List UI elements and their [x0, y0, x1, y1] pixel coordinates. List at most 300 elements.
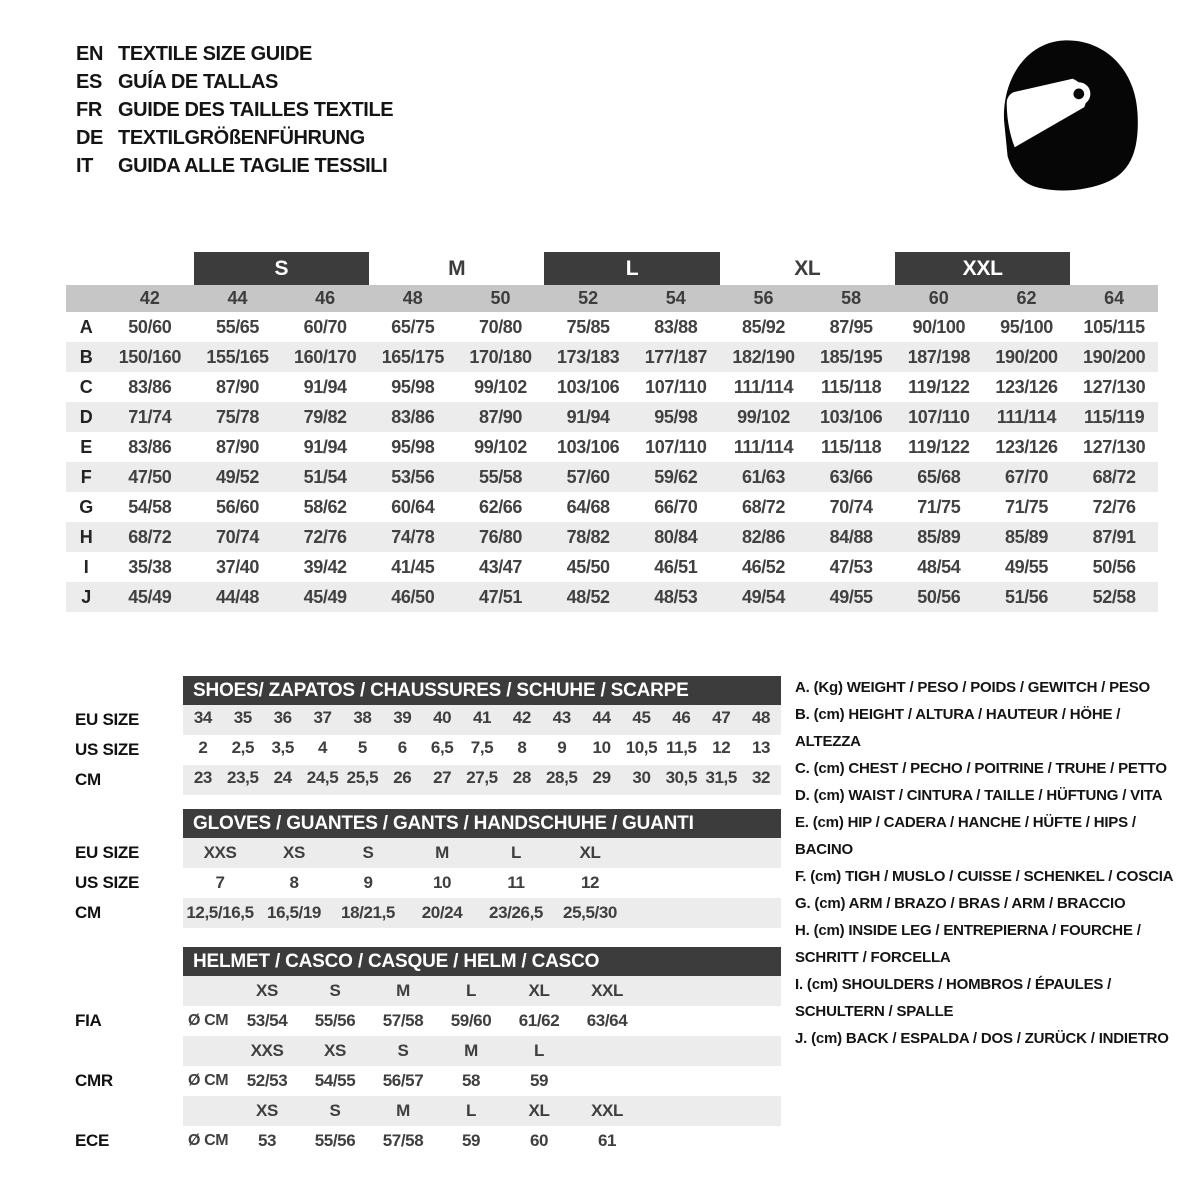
cell-h-56: 82/86 — [741, 526, 786, 547]
cell-f-52: 57/60 — [566, 466, 610, 487]
helmet-size-header-row — [66, 976, 782, 1006]
value-cell: 4 — [317, 737, 328, 757]
cell-f-60: 65/68 — [917, 466, 961, 487]
row-label-eu-size: EU SIZE — [75, 710, 140, 729]
cell-g-46: 58/62 — [303, 496, 347, 517]
shoes-row — [66, 765, 782, 795]
size-col-56: 56 — [753, 288, 774, 308]
cell-c-64: 127/130 — [1083, 376, 1146, 397]
value-cell: 41 — [472, 707, 492, 727]
spacer — [66, 947, 183, 976]
gloves-band — [183, 868, 781, 898]
helmet-size-col: M — [396, 981, 410, 1000]
cell-e-64: 127/130 — [1083, 436, 1146, 457]
size-col-42: 42 — [139, 288, 160, 308]
cell-a-50: 70/80 — [478, 316, 523, 337]
cell-j-42: 45/49 — [128, 586, 172, 607]
cell-d-48: 83/86 — [391, 406, 435, 427]
cell-g-44: 56/60 — [215, 496, 260, 517]
value-cell: 57/58 — [382, 1011, 424, 1030]
size-col-62: 62 — [1016, 288, 1037, 308]
helmet-value-band — [183, 1006, 781, 1036]
cell-d-62: 111/114 — [996, 406, 1057, 427]
value-cell: 11 — [507, 873, 525, 892]
value-cell: 39 — [393, 707, 412, 727]
diameter-unit-label: Ø CM — [188, 1012, 229, 1029]
value-cell: M — [435, 843, 449, 862]
language-title: GUIDA ALLE TAGLIE TESSILI — [118, 154, 388, 177]
cell-b-64: 190/200 — [1083, 346, 1146, 367]
value-cell: 44 — [592, 707, 611, 727]
cell-i-58: 47/53 — [829, 556, 873, 577]
cell-i-44: 37/40 — [215, 556, 260, 577]
value-cell: 38 — [353, 707, 372, 727]
value-cell: 61 — [597, 1131, 617, 1150]
cell-a-42: 50/60 — [128, 316, 172, 337]
helmet-size-col: XXS — [250, 1041, 284, 1060]
size-col-52: 52 — [578, 288, 599, 308]
cell-h-42: 68/72 — [128, 526, 172, 547]
language-title: TEXTILGRÖßENFÜHRUNG — [118, 126, 365, 149]
value-cell: 9 — [557, 737, 567, 757]
cell-h-50: 76/80 — [478, 526, 523, 547]
value-cell: 32 — [752, 767, 771, 787]
value-cell: 59 — [529, 1071, 549, 1090]
cell-b-62: 190/200 — [995, 346, 1058, 367]
value-cell: 48 — [752, 707, 771, 727]
value-cell: S — [362, 843, 374, 862]
gloves-row — [66, 898, 782, 928]
value-cell: 27,5 — [466, 767, 498, 787]
cell-a-48: 65/75 — [391, 316, 435, 337]
numeric-size-row — [66, 285, 1158, 312]
gloves-title-row — [66, 809, 782, 838]
helmet-size-header-band — [183, 1096, 781, 1126]
cell-c-58: 115/118 — [821, 376, 882, 397]
value-cell: 28,5 — [545, 767, 578, 787]
size-group-m: M — [448, 256, 466, 280]
cell-a-58: 87/95 — [829, 316, 873, 337]
cell-j-50: 47/51 — [478, 586, 523, 607]
helmet-standard-row-cmr — [66, 1066, 782, 1096]
helmet-size-col: XXL — [591, 981, 623, 1000]
value-cell: 27 — [433, 767, 452, 787]
cell-j-60: 50/56 — [917, 586, 961, 607]
standard-label-ece: ECE — [75, 1131, 110, 1150]
cell-g-64: 72/76 — [1092, 496, 1136, 517]
value-cell: 23 — [193, 767, 212, 787]
value-cell: 25,5/30 — [563, 903, 617, 922]
cell-e-48: 95/98 — [391, 436, 435, 457]
helmet-title-bar: HELMET / CASCO / CASQUE / HELM / CASCO — [183, 947, 781, 976]
legend-item: J. (cm) BACK / ESPALDA / DOS / ZURÜCK / INDIETRO — [795, 1030, 1169, 1047]
cell-h-48: 74/78 — [391, 526, 435, 547]
shoes-row — [66, 705, 782, 735]
value-cell: 18/21,5 — [341, 903, 395, 922]
cell-a-62: 95/100 — [1000, 316, 1053, 337]
value-cell: 26 — [393, 767, 412, 787]
cell-d-60: 107/110 — [908, 406, 970, 427]
value-cell: 36 — [273, 707, 292, 727]
helmet-size-header-band — [183, 1036, 781, 1066]
cell-e-44: 87/90 — [215, 436, 260, 457]
size-col-64: 64 — [1104, 288, 1125, 308]
helmet-size-col: XS — [256, 1101, 278, 1120]
value-cell: 54/55 — [314, 1071, 356, 1090]
cell-f-62: 67/70 — [1004, 466, 1049, 487]
cell-j-44: 44/48 — [215, 586, 260, 607]
language-code: FR — [76, 98, 102, 121]
helmet-value-band — [183, 1126, 781, 1156]
cell-i-56: 46/52 — [741, 556, 786, 577]
cell-j-62: 51/56 — [1004, 586, 1049, 607]
cell-a-56: 85/92 — [741, 316, 786, 337]
cell-a-64: 105/115 — [1083, 316, 1145, 337]
size-group-header-row — [66, 252, 1158, 285]
cell-d-46: 79/82 — [303, 406, 347, 427]
size-col-54: 54 — [665, 288, 686, 308]
value-cell: 11,5 — [666, 737, 697, 757]
value-cell: 10 — [432, 873, 452, 892]
cell-b-50: 170/180 — [469, 346, 532, 367]
row-label-us-size: US SIZE — [75, 873, 140, 892]
cell-b-42: 150/160 — [118, 346, 181, 367]
value-cell: XXS — [203, 843, 237, 862]
measurement-legend — [795, 674, 1187, 1052]
measurement-row-j — [66, 582, 1158, 612]
value-cell: 5 — [357, 737, 367, 757]
value-cell: 6 — [397, 737, 407, 757]
cell-d-42: 71/74 — [128, 406, 172, 427]
cell-i-64: 50/56 — [1092, 556, 1136, 577]
cell-h-52: 78/82 — [566, 526, 610, 547]
shoes-size-section — [66, 676, 782, 795]
cell-e-42: 83/86 — [128, 436, 172, 457]
value-cell: 52/53 — [246, 1071, 288, 1090]
value-cell: 60 — [529, 1131, 549, 1150]
cell-f-56: 61/63 — [741, 466, 786, 487]
helmet-value-band — [183, 1066, 781, 1096]
cell-f-44: 49/52 — [215, 466, 260, 487]
helmet-size-col: L — [466, 981, 476, 1000]
cell-g-62: 71/75 — [1004, 496, 1049, 517]
value-cell: 10 — [592, 737, 611, 757]
value-cell: 8 — [517, 737, 527, 757]
value-cell: 40 — [433, 707, 452, 727]
cell-g-58: 70/74 — [829, 496, 873, 517]
measurement-row-e — [66, 432, 1158, 462]
language-title-row — [76, 152, 393, 180]
cell-c-44: 87/90 — [215, 376, 260, 397]
language-title-row — [76, 96, 393, 124]
value-cell: 34 — [193, 707, 212, 727]
cell-c-60: 119/122 — [908, 376, 970, 397]
cell-g-50: 62/66 — [478, 496, 523, 517]
value-cell: 37 — [313, 707, 332, 727]
size-col-44: 44 — [227, 288, 248, 308]
legend-item: G. (cm) ARM / BRAZO / BRAS / ARM / BRACCIO — [795, 895, 1126, 912]
value-cell: 10,5 — [625, 737, 658, 757]
value-cell: 53 — [257, 1131, 277, 1150]
standard-label-cmr: CMR — [75, 1071, 113, 1090]
cell-h-60: 85/89 — [917, 526, 961, 547]
helmet-size-section — [66, 947, 782, 1156]
cell-f-50: 55/58 — [478, 466, 523, 487]
cell-i-48: 41/45 — [391, 556, 435, 577]
cell-b-60: 187/198 — [907, 346, 970, 367]
cell-b-48: 165/175 — [381, 346, 444, 367]
cell-g-60: 71/75 — [917, 496, 961, 517]
cell-e-56: 111/114 — [733, 436, 794, 457]
cell-j-48: 46/50 — [391, 586, 435, 607]
helmet-size-header-row — [66, 1036, 782, 1066]
value-cell: XS — [283, 843, 305, 862]
cell-g-42: 54/58 — [128, 496, 172, 517]
row-letter: I — [83, 556, 89, 577]
row-letter: F — [80, 466, 92, 487]
cell-c-62: 123/126 — [995, 376, 1058, 397]
cell-c-48: 95/98 — [391, 376, 435, 397]
cell-e-58: 115/118 — [821, 436, 882, 457]
textile-size-table — [66, 252, 1158, 612]
cell-i-46: 39/42 — [303, 556, 347, 577]
cell-e-50: 99/102 — [474, 436, 527, 457]
helmet-size-col: XL — [528, 1101, 550, 1120]
gloves-row — [66, 838, 782, 868]
size-col-46: 46 — [315, 288, 336, 308]
cell-g-48: 60/64 — [391, 496, 435, 517]
value-cell: 25,5 — [346, 767, 379, 787]
cell-d-54: 95/98 — [654, 406, 698, 427]
helmet-size-col: M — [464, 1041, 478, 1060]
measurement-row-c — [66, 372, 1158, 402]
row-letter: G — [79, 496, 93, 517]
cell-d-56: 99/102 — [737, 406, 790, 427]
size-col-60: 60 — [928, 288, 949, 308]
cell-g-52: 64/68 — [566, 496, 610, 517]
cell-i-42: 35/38 — [128, 556, 172, 577]
language-title: GUIDE DES TAILLES TEXTILE — [118, 98, 394, 121]
cell-e-52: 103/106 — [557, 436, 620, 457]
value-cell: 42 — [512, 707, 531, 727]
cell-f-48: 53/56 — [391, 466, 435, 487]
value-cell: 7 — [215, 873, 225, 892]
helmet-size-col: S — [329, 981, 341, 1000]
spacer — [66, 676, 183, 705]
cell-a-60: 90/100 — [912, 316, 966, 337]
value-cell: 28 — [512, 767, 531, 787]
cell-c-54: 107/110 — [645, 376, 707, 397]
shoes-band — [183, 765, 781, 795]
cell-b-46: 160/170 — [294, 346, 357, 367]
cell-d-50: 87/90 — [478, 406, 523, 427]
measurement-row-h — [66, 522, 1158, 552]
value-cell: 23/26,5 — [489, 903, 543, 922]
value-cell: 46 — [672, 707, 691, 727]
value-cell: 56/57 — [382, 1071, 424, 1090]
cell-a-46: 60/70 — [303, 316, 347, 337]
value-cell: 30 — [632, 767, 651, 787]
gloves-title-bar: GLOVES / GUANTES / GANTS / HANDSCHUHE / GUANTI — [183, 809, 781, 838]
helmet-size-col: L — [466, 1101, 476, 1120]
shoes-band — [183, 705, 781, 735]
cell-f-64: 68/72 — [1092, 466, 1136, 487]
spacer — [66, 1096, 183, 1126]
measurement-row-i — [66, 552, 1158, 582]
value-cell: 2,5 — [231, 737, 254, 757]
cell-b-58: 185/195 — [820, 346, 883, 367]
legend-item: H. (cm) INSIDE LEG / ENTREPIERNA / FOURCHE / SCHRITT / FORCELLA — [795, 922, 1141, 966]
value-cell: 7,5 — [470, 737, 494, 757]
legend-item: E. (cm) HIP / CADERA / HANCHE / HÜFTE / HIPS / BACINO — [795, 814, 1136, 858]
cell-f-58: 63/66 — [829, 466, 873, 487]
cell-i-50: 43/47 — [478, 556, 523, 577]
value-cell: 47 — [712, 707, 731, 727]
cell-h-44: 70/74 — [215, 526, 260, 547]
value-cell: 53/54 — [246, 1011, 288, 1030]
language-title: TEXTILE SIZE GUIDE — [118, 42, 312, 65]
cell-j-54: 48/53 — [654, 586, 698, 607]
cell-a-44: 55/65 — [215, 316, 260, 337]
cell-e-60: 119/122 — [908, 436, 970, 457]
value-cell: 59 — [461, 1131, 481, 1150]
row-label-cm: CM — [75, 770, 101, 789]
size-col-58: 58 — [841, 288, 862, 308]
language-title-row — [76, 40, 393, 68]
legend-item: C. (cm) CHEST / PECHO / POITRINE / TRUHE / PETTO — [795, 760, 1167, 777]
helmet-size-col: XS — [324, 1041, 346, 1060]
cell-j-46: 45/49 — [303, 586, 347, 607]
helmet-size-col: XL — [528, 981, 550, 1000]
helmet-size-col: XS — [256, 981, 278, 1000]
value-cell: 20/24 — [421, 903, 463, 922]
shoes-title-bar: SHOES/ ZAPATOS / CHAUSSURES / SCHUHE / SCARPE — [183, 676, 781, 705]
value-cell: 3,5 — [271, 737, 294, 757]
size-group-l: L — [544, 252, 719, 285]
helmet-size-col: XXL — [591, 1101, 623, 1120]
cell-c-52: 103/106 — [557, 376, 620, 397]
value-cell: 8 — [289, 873, 299, 892]
row-label-us-size: US SIZE — [75, 740, 140, 759]
cell-b-44: 155/165 — [206, 346, 269, 367]
cell-f-46: 51/54 — [303, 466, 347, 487]
cell-a-54: 83/88 — [654, 316, 698, 337]
value-cell: 12 — [712, 737, 731, 757]
cell-b-56: 182/190 — [732, 346, 795, 367]
helmet-size-col: S — [397, 1041, 409, 1060]
cell-c-56: 111/114 — [733, 376, 794, 397]
helmet-size-header-row — [66, 1096, 782, 1126]
value-cell: 45 — [632, 707, 651, 727]
diameter-unit-label: Ø CM — [188, 1072, 229, 1089]
language-code: DE — [76, 126, 103, 149]
cell-h-54: 80/84 — [654, 526, 698, 547]
legend-item: I. (cm) SHOULDERS / HOMBROS / ÉPAULES / SCHULTERN / SPALLE — [795, 976, 1112, 1020]
cell-e-54: 107/110 — [645, 436, 707, 457]
cell-j-58: 49/55 — [829, 586, 873, 607]
value-cell: 29 — [592, 767, 611, 787]
size-col-48: 48 — [402, 288, 423, 308]
measurement-row-a — [66, 312, 1158, 342]
value-cell: XL — [579, 843, 601, 862]
row-letter: H — [79, 526, 93, 547]
legend-item: D. (cm) WAIST / CINTURA / TAILLE / HÜFTUNG / VITA — [795, 787, 1163, 804]
row-letter: B — [79, 346, 93, 367]
cell-c-46: 91/94 — [303, 376, 347, 397]
diameter-unit-label: Ø CM — [188, 1132, 229, 1149]
helmet-standard-row-fia — [66, 1006, 782, 1036]
value-cell: 55/56 — [314, 1131, 356, 1150]
gloves-band — [183, 898, 781, 928]
size-group-xxl: XXL — [895, 252, 1070, 285]
value-cell: 31,5 — [705, 767, 737, 787]
row-label-cm: CM — [75, 903, 101, 922]
value-cell: 12,5/16,5 — [186, 903, 254, 922]
language-title-row — [76, 124, 393, 152]
language-title-row — [76, 68, 393, 96]
size-group-s: S — [194, 252, 369, 285]
gloves-row — [66, 868, 782, 898]
cell-d-64: 115/119 — [1084, 406, 1145, 427]
size-col-50: 50 — [490, 288, 511, 308]
cell-i-54: 46/51 — [654, 556, 698, 577]
helmet-title-row — [66, 947, 782, 976]
measurement-row-f — [66, 462, 1158, 492]
shoes-row — [66, 735, 782, 765]
cell-d-44: 75/78 — [215, 406, 260, 427]
value-cell: 59/60 — [450, 1011, 492, 1030]
spacer — [66, 1036, 183, 1066]
gloves-size-section — [66, 809, 782, 928]
cell-d-58: 103/106 — [820, 406, 883, 427]
value-cell: 13 — [752, 737, 771, 757]
value-cell: 55/56 — [314, 1011, 356, 1030]
helmet-standard-row-ece — [66, 1126, 782, 1156]
cell-f-42: 47/50 — [128, 466, 172, 487]
value-cell: 6,5 — [430, 737, 454, 757]
value-cell: 35 — [233, 707, 252, 727]
row-letter: J — [81, 586, 91, 607]
cell-i-60: 48/54 — [917, 556, 961, 577]
spacer — [66, 809, 183, 838]
cell-g-56: 68/72 — [741, 496, 786, 517]
measurement-row-b — [66, 342, 1158, 372]
cell-g-54: 66/70 — [654, 496, 698, 517]
value-cell: L — [511, 843, 521, 862]
value-cell: 57/58 — [382, 1131, 424, 1150]
row-letter: D — [79, 406, 93, 427]
row-letter: E — [80, 436, 92, 457]
value-cell: 24 — [273, 767, 292, 787]
language-code: ES — [76, 70, 102, 93]
cell-h-58: 84/88 — [829, 526, 873, 547]
gloves-band — [183, 838, 781, 868]
row-label-eu-size: EU SIZE — [75, 843, 140, 862]
cell-c-42: 83/86 — [128, 376, 172, 397]
value-cell: 30,5 — [665, 767, 698, 787]
value-cell: 12 — [580, 873, 600, 892]
language-title-list — [76, 40, 393, 180]
language-code: IT — [76, 154, 93, 177]
cell-e-46: 91/94 — [303, 436, 347, 457]
cell-b-54: 177/187 — [644, 346, 707, 367]
value-cell: 23,5 — [227, 767, 259, 787]
cell-i-62: 49/55 — [1004, 556, 1049, 577]
cell-d-52: 91/94 — [566, 406, 610, 427]
cell-e-62: 123/126 — [995, 436, 1058, 457]
row-letter: C — [79, 376, 93, 397]
cell-i-52: 45/50 — [566, 556, 610, 577]
